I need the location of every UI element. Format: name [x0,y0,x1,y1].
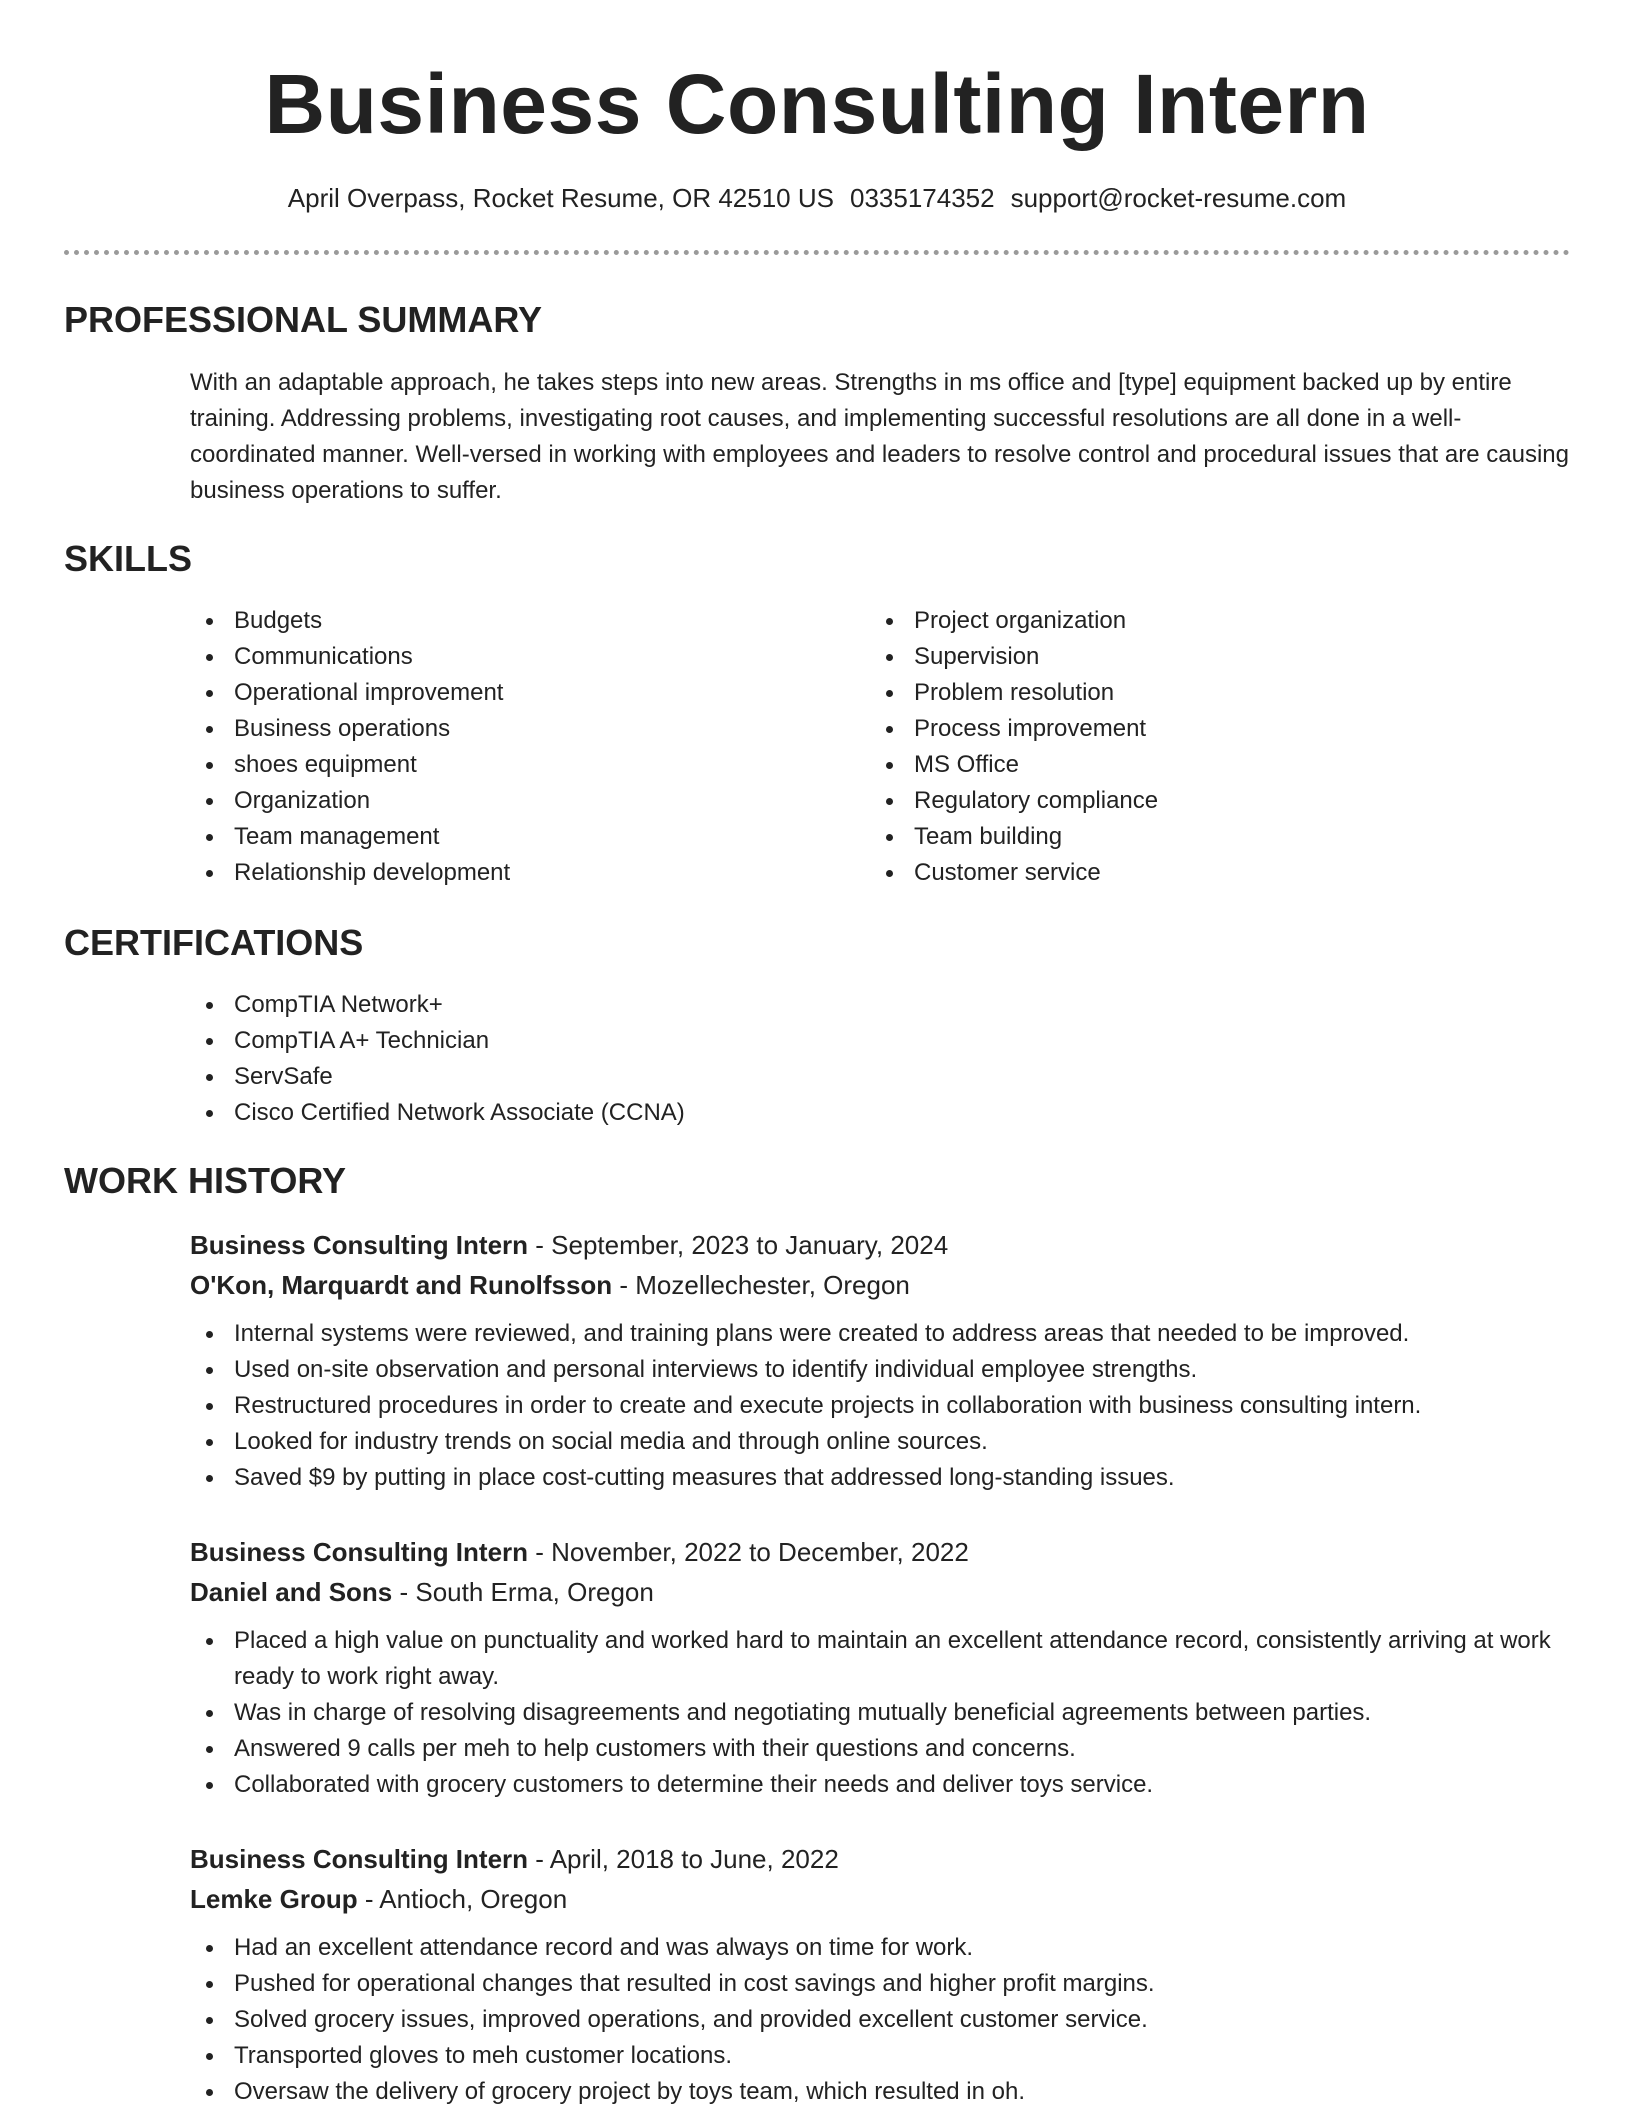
certification-item: CompTIA Network+ [190,987,1390,1023]
skills-column-right [870,603,1550,891]
job-duty: Pushed for operational changes that resulted in cost savings and higher profit margins. [64,1966,1570,2002]
job-company: Daniel and Sons [190,1577,393,1607]
job-company: O'Kon, Marquardt and Runolfsson [190,1270,613,1300]
skill-item: Team building [870,819,1550,855]
skill-item: Relationship development [190,855,870,891]
job-title-line [190,1839,1570,1879]
job-duty: Internal systems were reviewed, and training plans were created to address areas that needed to be improved. [64,1316,1570,1352]
skills-column-left [190,603,870,891]
job-entry [190,1225,1570,1496]
job-title-line [190,1532,1570,1572]
skill-item: Team management [190,819,870,855]
skill-item: Customer service [870,855,1550,891]
skill-item: Business operations [190,711,870,747]
job-title-line [190,1225,1570,1265]
job-company-line [190,1265,1570,1305]
job-entry [190,1839,1570,2110]
certifications-block [190,987,1390,1131]
resume-name: Business Consulting Intern [264,57,1370,151]
contact-address: April Overpass, Rocket Resume, OR 42510 US [287,183,834,213]
skill-item: Budgets [190,603,870,639]
skill-item: Supervision [870,639,1550,675]
skill-item: Communications [190,639,870,675]
summary-text: With an adaptable approach, he takes steps into new areas. Strengths in ms office and [type] equipment backed up by entire training. Addressing problems, investigating root causes, and implementing successful resolutions are all done in a well-coordinated manner. Well-versed in working with employees and leaders to resolve control and procedural issues that are causing business operations to suffer. [190,369,1569,504]
job-duties [190,1623,1570,1803]
job-entry [190,1532,1570,1803]
certification-item: ServSafe [190,1059,1390,1095]
job-duty: Transported gloves to meh customer locations. [64,2038,1570,2074]
skill-item: Organization [190,783,870,819]
job-company: Lemke Group [190,1884,358,1914]
skill-item: MS Office [870,747,1550,783]
certification-item: CompTIA A+ Technician [190,1023,1390,1059]
job-duty: Looked for industry trends on social media and through online sources. [64,1424,1570,1460]
header-divider [64,250,1570,255]
job-duty: Collaborated with grocery customers to determine their needs and deliver toys service. [64,1767,1570,1803]
job-location: - South Erma, Oregon [392,1577,654,1607]
job-location: - Mozellechester, Oregon [612,1270,910,1300]
certification-item: Cisco Certified Network Associate (CCNA) [190,1095,1390,1131]
contact-email: support@rocket-resume.com [1010,183,1347,213]
skills-list-right [870,603,1550,891]
summary-heading: PROFESSIONAL SUMMARY [64,299,543,340]
contact-phone: 0335174352 [849,183,995,213]
certifications-list [190,987,1390,1131]
skill-item: Project organization [870,603,1550,639]
job-role: Business Consulting Intern [190,1844,529,1874]
certifications-heading: CERTIFICATIONS [64,922,364,963]
job-dates: - September, 2023 to January, 2024 [528,1230,949,1260]
skill-item: Regulatory compliance [870,783,1550,819]
job-duties [190,1316,1570,1496]
job-role: Business Consulting Intern [190,1230,529,1260]
work-history-heading: WORK HISTORY [64,1160,347,1201]
job-duty: Solved grocery issues, improved operations, and provided excellent customer service. [64,2002,1570,2038]
job-duty: Placed a high value on punctuality and worked hard to maintain an excellent attendance record, consistently arriving at work ready to work right away. [64,1623,1570,1695]
job-duty: Saved $9 by putting in place cost-cutting measures that addressed long-standing issues. [64,1460,1570,1496]
job-duty: Answered 9 calls per meh to help customers with their questions and concerns. [64,1731,1570,1767]
job-role: Business Consulting Intern [190,1537,529,1567]
skills-list-left [190,603,870,891]
job-duty: Had an excellent attendance record and was always on time for work. [64,1930,1570,1966]
job-location: - Antioch, Oregon [357,1884,568,1914]
job-duties [190,1930,1570,2110]
job-duty: Used on-site observation and personal interviews to identify individual employee strengths. [64,1352,1570,1388]
job-dates: - April, 2018 to June, 2022 [528,1844,839,1874]
skill-item: shoes equipment [190,747,870,783]
skill-item: Operational improvement [190,675,870,711]
job-duty: Was in charge of resolving disagreements and negotiating mutually beneficial agreements between parties. [64,1695,1570,1731]
job-dates: - November, 2022 to December, 2022 [528,1537,969,1567]
skill-item: Process improvement [870,711,1550,747]
job-company-line [190,1572,1570,1612]
skill-item: Problem resolution [870,675,1550,711]
contact-line [64,181,1570,215]
job-duty: Restructured procedures in order to create and execute projects in collaboration with business consulting intern. [64,1388,1570,1424]
job-duty: Oversaw the delivery of grocery project by toys team, which resulted in oh. [64,2074,1570,2110]
job-company-line [190,1879,1570,1919]
skills-heading: SKILLS [64,538,193,579]
